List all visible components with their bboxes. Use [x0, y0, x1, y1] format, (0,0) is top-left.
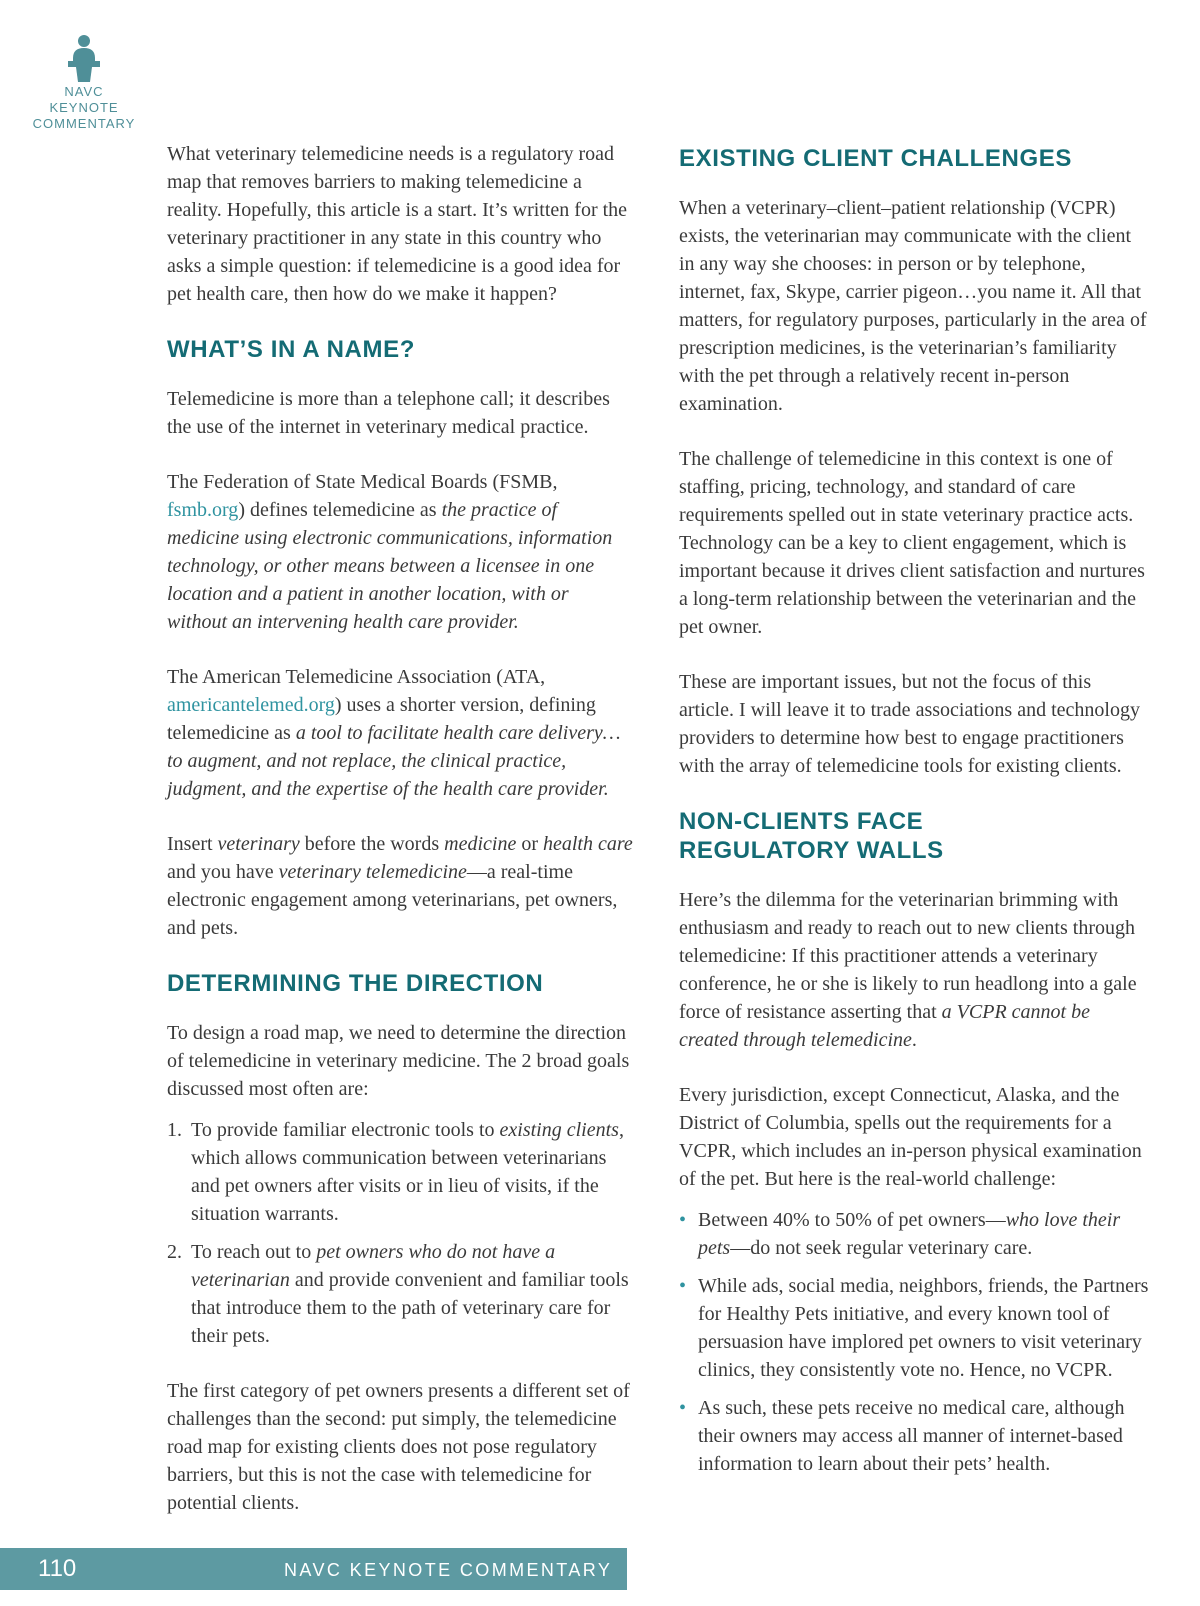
- telemedicine-paragraph: Telemedicine is more than a telephone call; it describes the use of the internet in veterinary medical practice.: [167, 388, 610, 438]
- ata-text: ) uses a shorter version, defining telemedicine as: [167, 694, 596, 744]
- fsmb-paragraph: [167, 468, 633, 636]
- footer-bar: [0, 1548, 627, 1590]
- goal-item: [167, 1116, 633, 1228]
- logo-line: COMMENTARY: [32, 116, 136, 131]
- page-number: 110: [38, 1555, 77, 1582]
- heading-existing-client-challenges: EXISTING CLIENT CHALLENGES: [679, 145, 1072, 172]
- bullet-text: As such, these pets receive no medical care, although their owners may access all manner of internet-based information to learn about their pets’ health.: [698, 1397, 1125, 1475]
- fsmb-link[interactable]: fsmb.org: [167, 499, 239, 521]
- bullet-item: [679, 1272, 1149, 1384]
- bullet-italic: who love their pets: [698, 1209, 1121, 1259]
- fsmb-text: The Federation of State Medical Boards (FSMB,: [167, 471, 558, 493]
- first-category-paragraph: The first category of pet owners presents a different set of challenges than the second: put simply, the telemedicine road map for existing clients does not pose regulatory barriers, but this is not the case with telemedicine for potential clients.: [167, 1380, 630, 1514]
- fsmb-definition: the practice of medicine using electronic communications, information technology, or other means between a licensee in one location and a patient in another location, with or without an intervening health care provider.: [167, 499, 613, 633]
- goals-list: [167, 1116, 633, 1350]
- ata-definition: a tool to facilitate health care delivery… to augment, and not replace, the clinical practice, judgment, and the expertise of the health care provider.: [167, 722, 621, 800]
- insert-text: before the words: [299, 833, 445, 855]
- fsmb-text: ) defines telemedicine as: [238, 499, 442, 521]
- issues-paragraph: These are important issues, but not the focus of this article. I will leave it to trade associations and technology providers to determine how best to engage practitioners with the array of telemedicine tools for existing clients.: [679, 671, 1140, 777]
- challenge-bullet-list: [679, 1206, 1149, 1478]
- ata-paragraph: [167, 663, 633, 803]
- direction-paragraph: To design a road map, we need to determine the direction of telemedicine in veterinary medicine. The 2 broad goals discussed most often are:: [167, 1022, 630, 1100]
- goal-number: 2.: [167, 1241, 182, 1263]
- dilemma-italic: a VCPR cannot be created through telemedicine: [679, 1001, 1090, 1051]
- goal-italic: existing clients: [499, 1119, 619, 1141]
- goal-text: To reach out to: [191, 1241, 317, 1263]
- insert-paragraph: [167, 830, 633, 942]
- navc-keynote-logo: [22, 34, 146, 132]
- podium-speaker-icon: [64, 34, 104, 84]
- bullet-text: —do not seek regular veterinary care.: [730, 1237, 1033, 1259]
- bullet-icon: •: [679, 1275, 687, 1297]
- bullet-item: [679, 1394, 1149, 1478]
- vcpr-paragraph: When a veterinary–client–patient relationship (VCPR) exists, the veterinarian may communicate with the client in any way she chooses: in person or by telephone, internet, fax, Skype, carrier pigeon…you name it. All that matters, for regulatory purposes, particularly in the area of prescription medicines, is the veterinarian’s familiarity with the pet through a relatively recent in-person examination.: [679, 197, 1147, 415]
- logo-line: KEYNOTE: [49, 100, 119, 115]
- goal-text: and provide convenient and familiar tools that introduce them to the path of veterinary care for their pets.: [191, 1269, 629, 1347]
- heading-non-clients-regulatory-walls: [679, 807, 1149, 865]
- insert-text: —a real-time electronic engagement among veterinarians, pet owners, and pets.: [167, 861, 618, 939]
- bullet-text: Between 40% to 50% of pet owners—: [698, 1209, 1006, 1231]
- heading-whats-in-a-name: WHAT’S IN A NAME?: [167, 336, 415, 363]
- bullet-text: While ads, social media, neighbors, friends, the Partners for Healthy Pets initiative, and every known tool of persuasion have implored pet owners to visit veterinary clinics, they consistently vote no. Hence, no VCPR.: [698, 1275, 1149, 1381]
- insert-text: or: [516, 833, 543, 855]
- insert-italic: health care: [543, 833, 633, 855]
- jurisdiction-paragraph: Every jurisdiction, except Connecticut, Alaska, and the District of Columbia, spells out the requirements for a VCPR, which includes an in-person physical examination of the pet. But here is the real-world challenge:: [679, 1084, 1142, 1190]
- running-title: NAVC KEYNOTE COMMENTARY: [284, 1560, 613, 1580]
- heading-line: NON-CLIENTS FACE: [679, 808, 924, 835]
- bullet-icon: •: [679, 1397, 687, 1419]
- heading-determining-direction: DETERMINING THE DIRECTION: [167, 970, 544, 997]
- goal-italic: pet owners who do not have a veterinarian: [191, 1241, 556, 1291]
- dilemma-paragraph: [679, 886, 1149, 1054]
- heading-line: REGULATORY WALLS: [679, 837, 944, 864]
- right-column: [679, 140, 1149, 1488]
- ata-link[interactable]: americantelemed.org: [167, 694, 335, 716]
- goal-text: , which allows communication between veterinarians and pet owners after visits or in lieu of visits, if the situation warrants.: [191, 1119, 624, 1225]
- ata-text: The American Telemedicine Association (ATA,: [167, 666, 546, 688]
- insert-text: and you have: [167, 861, 279, 883]
- insert-text: Insert: [167, 833, 218, 855]
- bullet-item: [679, 1206, 1149, 1262]
- bullet-icon: •: [679, 1209, 687, 1231]
- insert-italic: veterinary: [217, 833, 300, 855]
- goal-text: To provide familiar electronic tools to: [191, 1119, 500, 1141]
- insert-italic: veterinary telemedicine: [278, 861, 467, 883]
- goal-item: [167, 1238, 633, 1350]
- insert-italic: medicine: [444, 833, 517, 855]
- left-column: [167, 140, 633, 1544]
- challenge-paragraph: The challenge of telemedicine in this context is one of staffing, pricing, technology, and standard of care requirements spelled out in state veterinary practice acts. Technology can be a key to client engagement, which is important because it drives client satisfaction and nurtures a long-term relationship between the veterinarian and the pet owner.: [679, 448, 1145, 638]
- dilemma-text: .: [911, 1029, 917, 1051]
- goal-number: 1.: [167, 1119, 182, 1141]
- intro-paragraph: What veterinary telemedicine needs is a regulatory road map that removes barriers to making telemedicine a reality. Hopefully, this article is a start. It’s written for the veterinary practitioner in any state in this country who asks a simple question: if telemedicine is a good idea for pet health care, then how do we make it happen?: [167, 143, 628, 305]
- dilemma-text: Here’s the dilemma for the veterinarian brimming with enthusiasm and ready to reach out to new clients through telemedicine: If this practitioner attends a veterinary conference, he or she is likely to run headlong into a gale force of resistance asserting that: [679, 889, 1137, 1023]
- logo-line: NAVC: [64, 84, 104, 99]
